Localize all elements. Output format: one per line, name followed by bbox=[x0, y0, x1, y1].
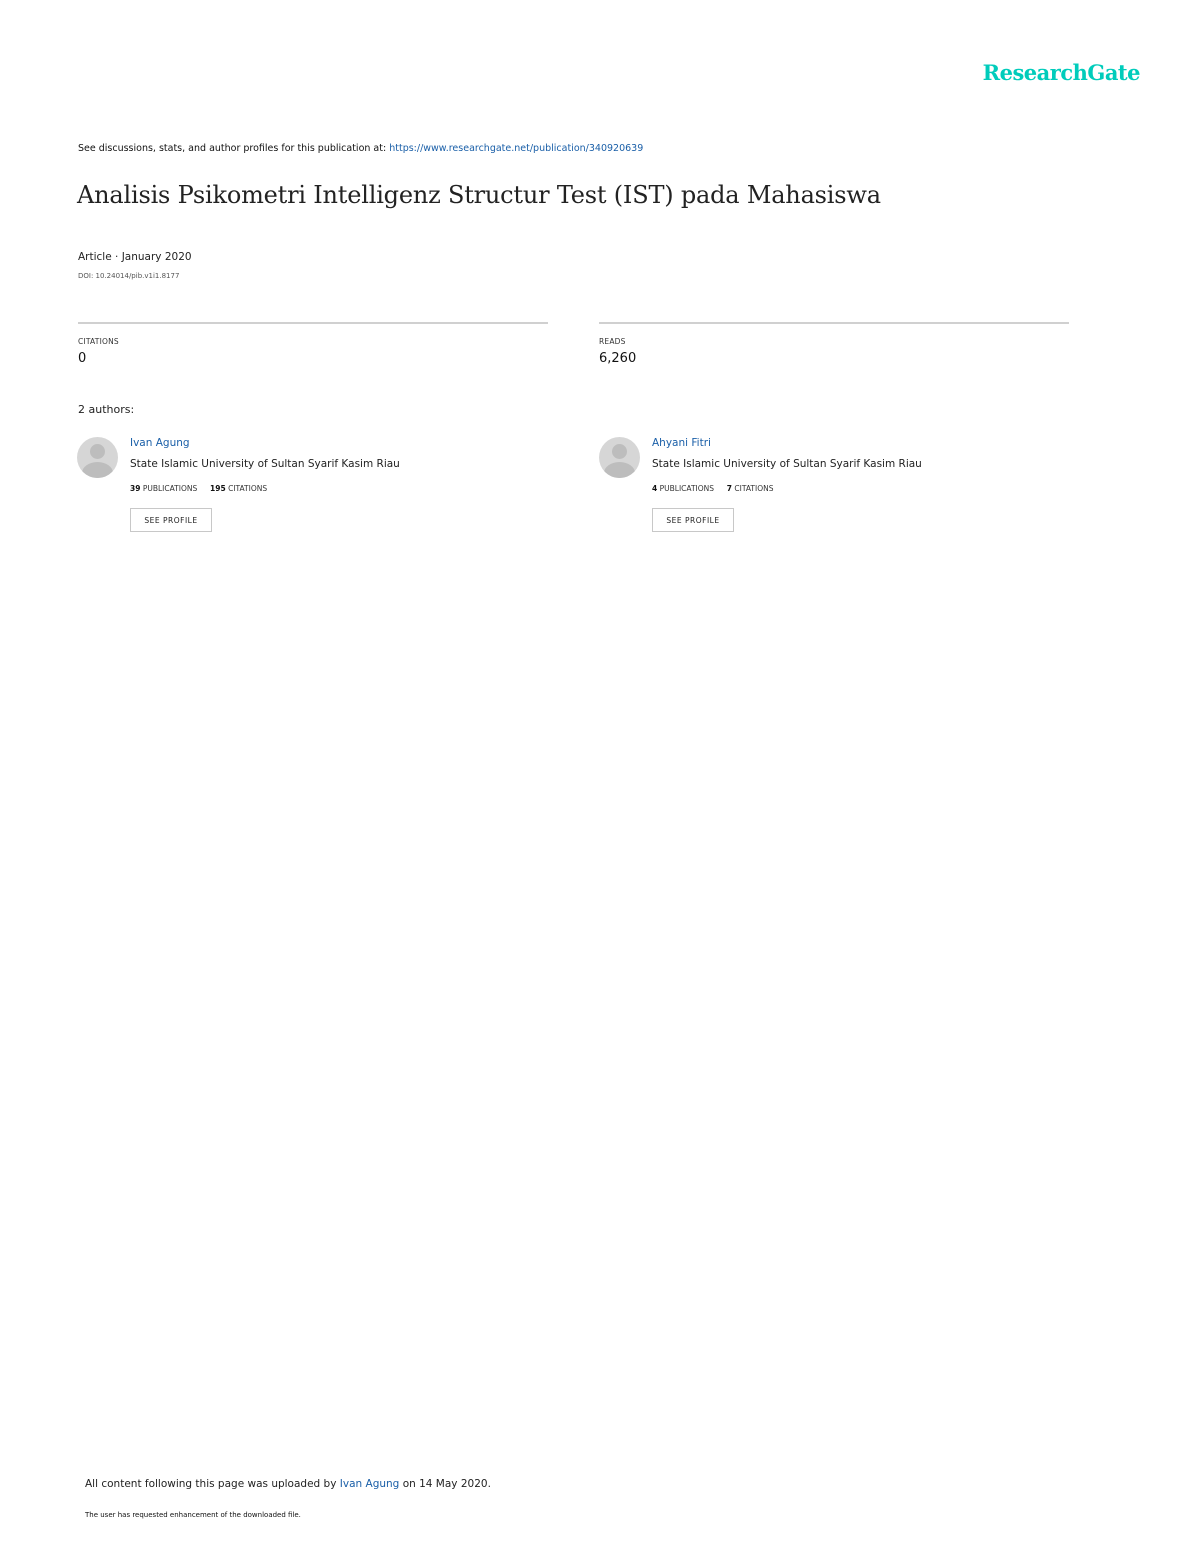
researchgate-logo[interactable]: ResearchGate bbox=[982, 60, 1140, 85]
citations-value: 0 bbox=[78, 351, 87, 366]
publication-doi: DOI: 10.24014/pib.v1i1.8177 bbox=[78, 272, 180, 280]
reads-value: 6,260 bbox=[599, 351, 637, 366]
citations-label: CITATIONS bbox=[78, 337, 119, 346]
default-user-avatar-icon[interactable] bbox=[77, 437, 118, 478]
author-stats bbox=[652, 484, 773, 493]
footer-note: The user has requested enhancement of the downloaded file. bbox=[85, 1511, 301, 1519]
publication-link[interactable]: https://www.researchgate.net/publication/340920639 bbox=[389, 143, 644, 154]
author-citations-label: CITATIONS bbox=[734, 484, 774, 493]
author-institution: State Islamic University of Sultan Syarif Kasim Riau bbox=[130, 458, 400, 470]
source-line bbox=[78, 143, 643, 154]
authors-count: 2 authors: bbox=[78, 403, 135, 416]
publication-title: Analisis Psikometri Intelligenz Structur Test (IST) pada Mahasiswa bbox=[77, 181, 881, 209]
publications-count: 39 bbox=[130, 484, 141, 493]
default-user-avatar-icon[interactable] bbox=[599, 437, 640, 478]
citations-stat bbox=[78, 322, 548, 366]
author-citations-count: 195 bbox=[210, 484, 226, 493]
publications-count: 4 bbox=[652, 484, 658, 493]
author-citations-label: CITATIONS bbox=[228, 484, 268, 493]
author-stats bbox=[130, 484, 267, 493]
upload-line bbox=[85, 1478, 491, 1490]
upload-prefix: All content following this page was uploaded by bbox=[85, 1478, 337, 1490]
author-name-link[interactable]: Ahyani Fitri bbox=[652, 437, 711, 449]
publications-label: PUBLICATIONS bbox=[142, 484, 198, 493]
source-prefix: See discussions, stats, and author profiles for this publication at: bbox=[78, 143, 387, 154]
publication-meta: Article · January 2020 bbox=[78, 251, 192, 263]
publications-label: PUBLICATIONS bbox=[659, 484, 715, 493]
author-name-link[interactable]: Ivan Agung bbox=[130, 437, 190, 449]
reads-stat bbox=[599, 322, 1069, 366]
upload-suffix: on 14 May 2020. bbox=[402, 1478, 491, 1490]
uploader-link[interactable]: Ivan Agung bbox=[339, 1478, 400, 1490]
author-citations-count: 7 bbox=[726, 484, 733, 493]
author-institution: State Islamic University of Sultan Syarif Kasim Riau bbox=[652, 458, 922, 470]
see-profile-button[interactable]: SEE PROFILE bbox=[130, 508, 212, 532]
reads-label: READS bbox=[599, 337, 626, 346]
see-profile-button[interactable]: SEE PROFILE bbox=[652, 508, 734, 532]
